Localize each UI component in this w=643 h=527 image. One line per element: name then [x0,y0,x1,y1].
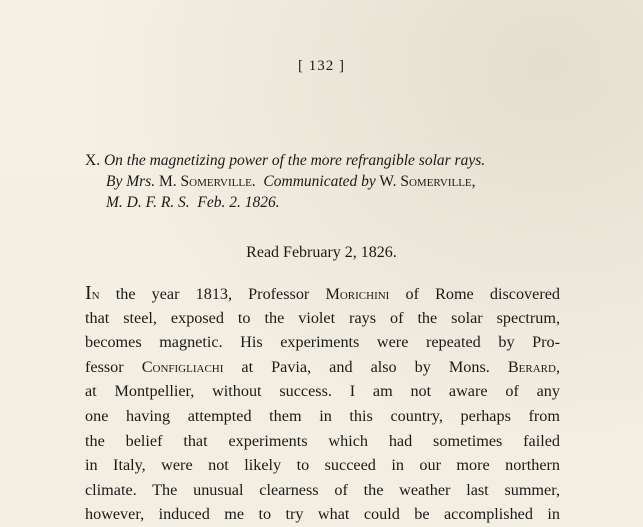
title-line-1 [85,150,565,171]
body-line-9: climate. The unusual clearness of the weather last summer, [85,480,560,499]
body-line-4: fessor Configliachi at Pavia, and also by Mons. Berard, [85,357,560,376]
body-line-5: at Montpellier, without success. I am not aware of any [85,382,560,401]
title-date: Feb. 2. 1826. [197,194,280,211]
title-line-3 [85,192,565,213]
body-line-2: that steel, exposed to the violet rays of the solar spectrum, [85,308,560,327]
body-line-7: the belief that experiments which had sometimes failed [85,431,560,450]
body-line-6: one having attempted them in this country, perhaps from [85,406,560,425]
article-title [85,150,565,213]
drop-cap: I [85,282,92,304]
person-name-berard: Berard, [507,357,560,376]
read-date: Read February 2, 1826. [246,244,397,261]
drop-cap-continuation: n [91,285,100,303]
author-initial: M. [158,173,177,190]
person-name-morichini: Morichini [325,285,390,303]
page-number: [ 132 ] [298,58,345,74]
title-by: By Mrs. [106,173,156,190]
body-line-3: becomes magnetic. His experiments were repeated by Pro- [85,333,560,352]
body-line-10: however, induced me to try what could be accomplished in [85,505,560,524]
article-number: X. [85,152,101,169]
body-line-8: in Italy, were not likely to succeed in our more northern [85,456,560,475]
title-italic: On the magnetizing power of the more refrangible solar rays. [103,152,486,169]
author-name: Somerville. [180,173,256,190]
credentials: M. D. F. R. S. [106,194,190,211]
body-line-1: In the year 1813, Professor Morichini of Rome discovered [85,282,560,304]
communicated-by: Communicated by [263,173,376,190]
body-paragraph [85,281,560,527]
title-line-2 [85,171,565,192]
communicator-name: Somerville, [400,173,476,190]
person-name-configliachi: Configliachi [141,357,224,376]
communicator-initial: W. [379,173,397,190]
